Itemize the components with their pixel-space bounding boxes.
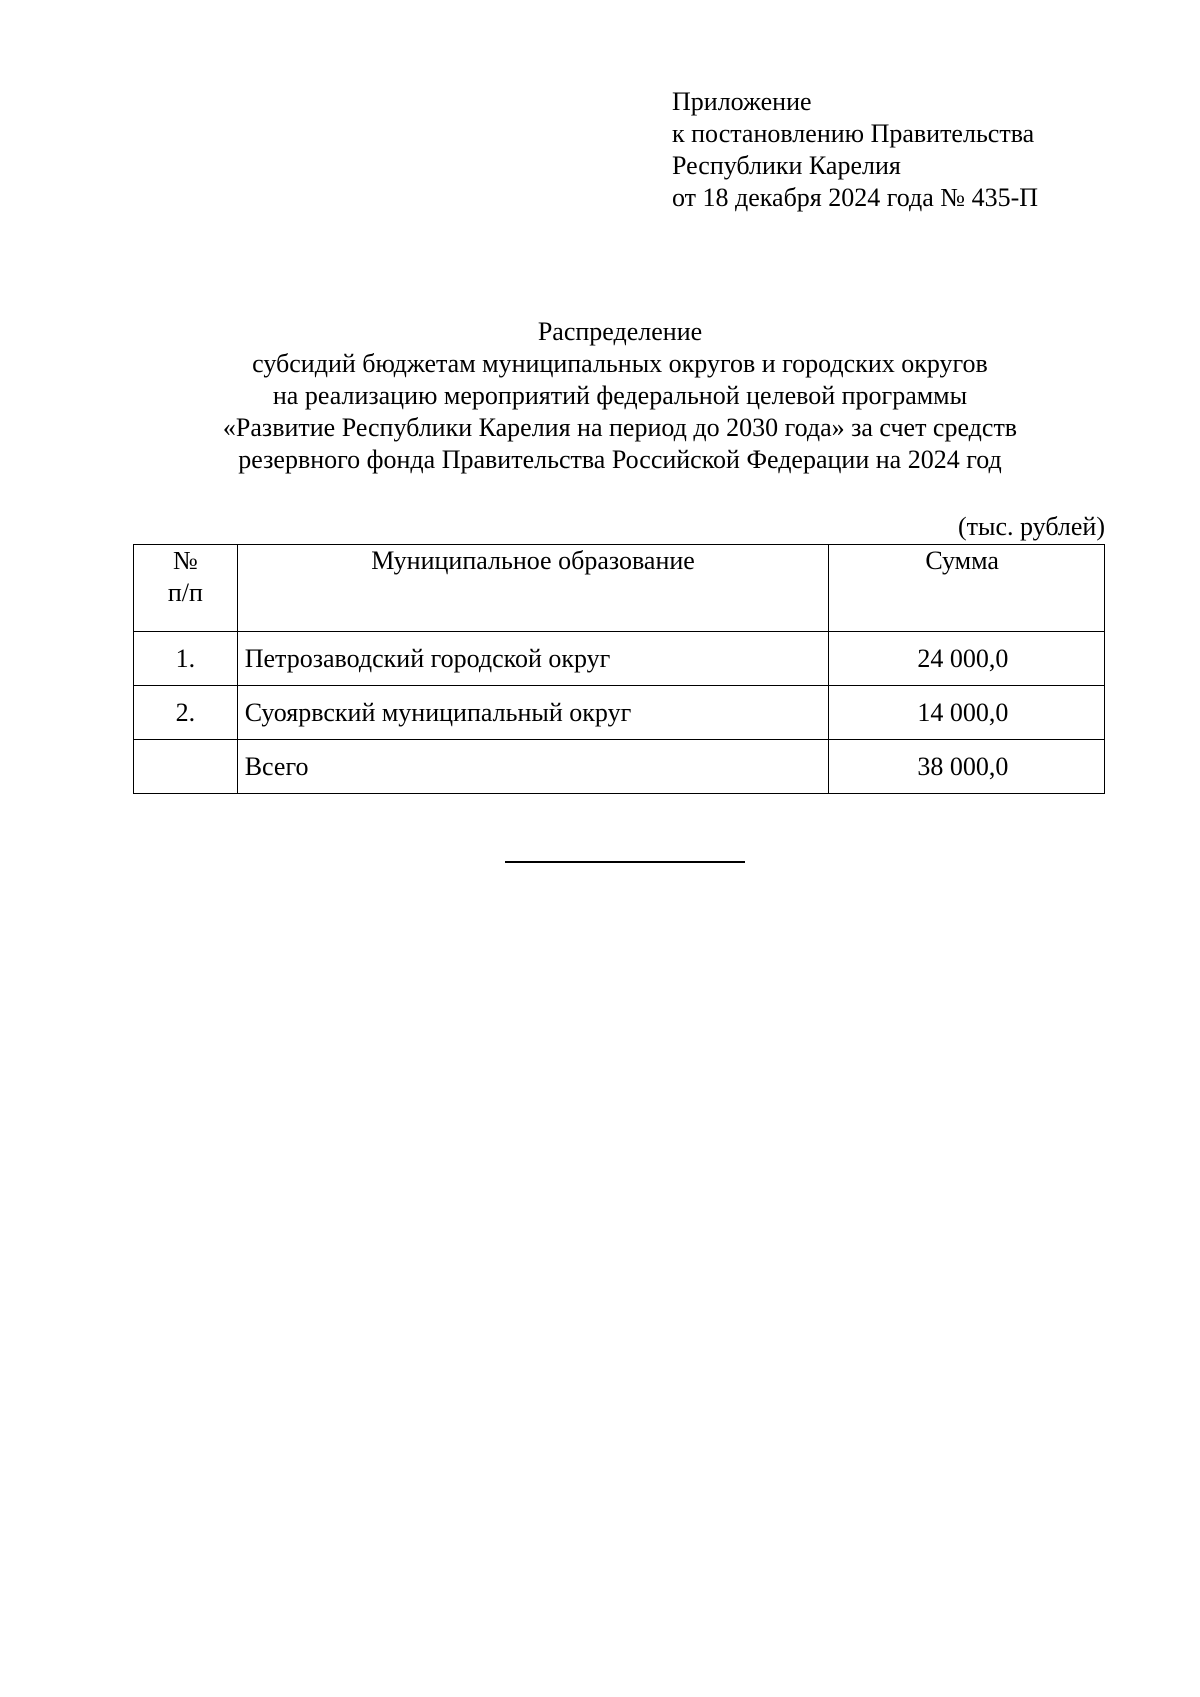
header-number-line: п/п (167, 578, 203, 607)
title-line: Распределение (537, 317, 703, 346)
appendix-header (672, 86, 1038, 214)
title-line: резервного фонда Правительства Российской Федерации на 2024 год (238, 445, 1002, 474)
row-municipality-label: Суоярвский муниципальный округ (244, 697, 632, 727)
row-sum (829, 740, 1105, 794)
table-row (134, 686, 1105, 740)
row-municipality (237, 632, 829, 686)
header-municipality-label: Муниципальное образование (371, 546, 695, 575)
row-municipality (237, 740, 829, 794)
table-row-total (134, 740, 1105, 794)
appendix-line: к постановлению Правительства (672, 119, 1035, 148)
header-sum-label: Сумма (925, 546, 999, 575)
row-total-label: Всего (244, 751, 309, 781)
title-line: «Развитие Республики Карелия на период до 2030 года» за счет средств (222, 413, 1018, 442)
end-divider (505, 861, 745, 863)
row-sum-value: 14 000,0 (917, 697, 1009, 727)
document-title (0, 316, 1200, 476)
row-number: 1. (134, 632, 238, 686)
row-sum (829, 632, 1105, 686)
row-sum-value: 24 000,0 (917, 643, 1009, 673)
header-municipality (237, 545, 829, 632)
table-header-row (134, 545, 1105, 632)
row-number (134, 740, 238, 794)
row-total-value: 38 000,0 (917, 751, 1009, 781)
unit-label: (тыс. рублей) (957, 512, 1105, 541)
header-sum (829, 545, 1105, 632)
title-line: на реализацию мероприятий федеральной целевой программы (272, 381, 968, 410)
row-municipality-label: Петрозаводский городской округ (244, 643, 611, 673)
row-municipality (237, 686, 829, 740)
appendix-line: от 18 декабря 2024 года № 435-П (672, 183, 1039, 212)
header-number (134, 545, 238, 632)
table-row (134, 632, 1105, 686)
appendix-line: Республики Карелия (672, 151, 901, 180)
header-number-line: № (172, 546, 198, 575)
distribution-table (133, 544, 1105, 794)
title-line: субсидий бюджетам муниципальных округов и городских округов (252, 349, 988, 378)
appendix-line: Приложение (672, 87, 812, 116)
row-number: 2. (134, 686, 238, 740)
row-sum (829, 686, 1105, 740)
